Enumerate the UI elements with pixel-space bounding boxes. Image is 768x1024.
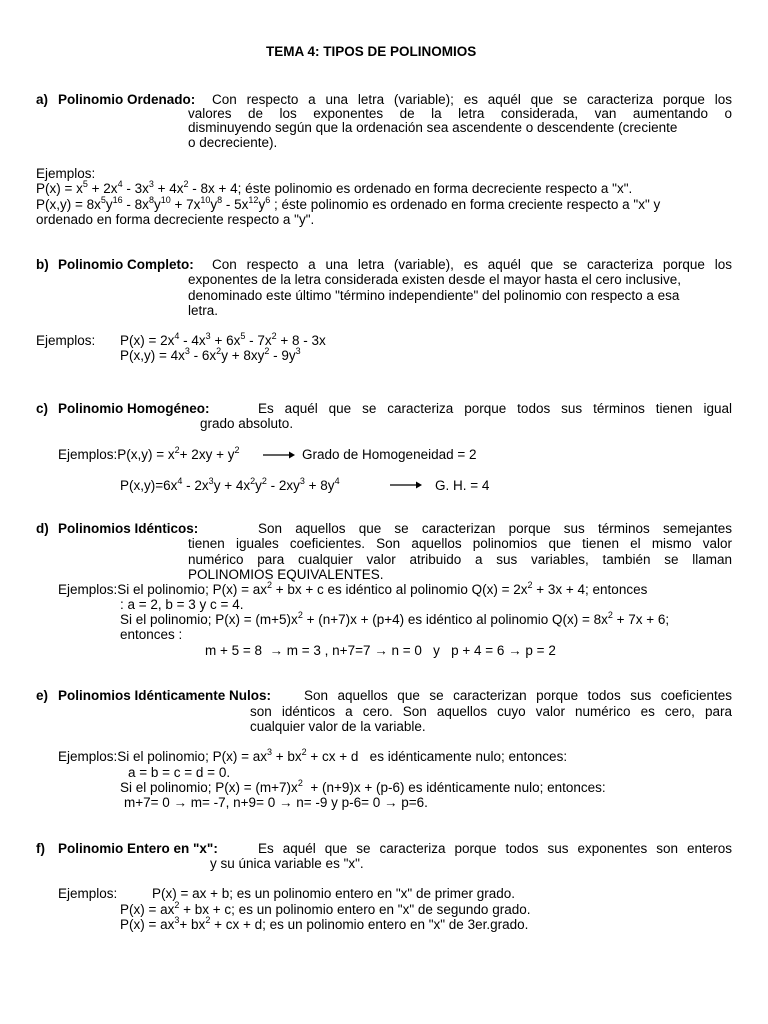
section-a-def-line: disminuyendo según que la ordenación sea ascendente o descendente (creciente: [188, 120, 678, 135]
section-d-def-line: numérico para cualquier valor atribuido a sus variables, también se llaman: [188, 552, 732, 567]
page-title: TEMA 4: TIPOS DE POLINOMIOS: [266, 44, 477, 59]
section-d-example: Si el polinomio; $P(x) = (m+5)x^2 + (n+7)x + (p+4)$ es idéntico al polinomio $Q(x) = 8x^2 + 7x + 6$;: [120, 609, 670, 627]
section-d-example: Ejemplos:Si el polinomio; $P(x) = ax^2$ + bx + c es idéntico al polinomio $Q(x) = 2x^2 + 3x + 4$; entonces: [58, 579, 648, 597]
section-e-example: Si el polinomio; $P(x) = (m+7)x^2 + (n+9)x + (p-6)$ es idénticamente nulo; entonces:: [120, 777, 606, 795]
section-f-example: $P(x) = ax^3+ bx^2$ + cx + d; es un polinomio entero en "x" de 3er.grado.: [120, 914, 529, 932]
section-f-def-line: Es aquél que se caracteriza porque todos sus exponentes son enteros: [258, 841, 732, 856]
section-b-heading: Polinomio Completo:: [58, 257, 194, 272]
section-b-def-line: Con respecto a una letra (variable), es aquél que se caracteriza porque los: [212, 257, 732, 272]
section-d-example: entonces :: [120, 627, 183, 642]
section-c-example: $P(x,y)=6x^4 - 2x^3y + 4x^2y^2 - 2xy^3 + 8y^4$: [120, 475, 340, 493]
section-d-example: m + 5 = 8 → m = 3 , n+7=7 → n = 0 y p + 4 = 6 → p = 2: [205, 643, 556, 658]
section-f-examples-label: Ejemplos:: [58, 886, 118, 901]
section-a-examples-label: Ejemplos:: [36, 166, 96, 181]
section-b-examples-label: Ejemplos:: [36, 333, 96, 348]
section-d-def-line: tienen iguales coeficientes. Son aquellos polinomios que tienen el mismo valor: [188, 536, 732, 551]
section-e-example: m+7= 0 → m= -7, n+9= 0 → n= -9 y p-6= 0 → p=6.: [124, 795, 428, 810]
section-b-def-line: letra.: [188, 303, 219, 318]
section-d-heading: Polinomios Idénticos:: [58, 521, 199, 536]
section-a-example: $P(x) = x^5 + 2x^4 - 3x^3 + 4x^2 - 8x + 4$; éste polinomio es ordenado en forma decreciente respecto a "x".: [36, 178, 633, 196]
section-c-example-result: G. H. = 4: [435, 478, 490, 493]
section-e-def-line: son idénticos a cero. Son aquellos cuyo valor numérico es cero, para: [250, 704, 732, 719]
section-f-def-line: y su única variable es "x".: [210, 856, 364, 871]
arrow-right-icon: [263, 450, 295, 460]
section-d-letter: d): [36, 521, 49, 536]
section-c-def-line: Es aquél que se caracteriza porque todos sus términos tienen igual: [258, 401, 732, 416]
section-b-def-line: exponentes de la letra considerada existen desde el mayor hasta el cero inclusive,: [188, 272, 682, 287]
section-b-def-line: denominado este último "término independiente" del polinomio con respecto a esa: [188, 288, 680, 303]
section-a-def-line: Con respecto a una letra (variable); es aquél que se caracteriza porque los: [212, 92, 732, 107]
section-e-heading: Polinomios Idénticamente Nulos:: [58, 688, 272, 703]
section-c-example-result: Grado de Homogeneidad = 2: [302, 447, 477, 462]
section-c-example: Ejemplos:P(x,y) = $x^2+ 2xy + y^2$: [58, 444, 240, 462]
section-c-heading: Polinomio Homogéneo:: [58, 401, 210, 416]
section-c-letter: c): [36, 401, 49, 416]
section-d-example: : a = 2, b = 3 y c = 4.: [120, 597, 244, 612]
section-f-example: P(x) = ax + b; es un polinomio entero en "x" de primer grado.: [152, 886, 516, 901]
section-b-letter: b): [36, 257, 49, 272]
section-f-example: $P(x) = ax^2$ + bx + c; es un polinomio entero en "x" de segundo grado.: [120, 899, 531, 917]
section-e-example: a = b = c = d = 0.: [128, 765, 231, 780]
section-a-def-line: valores de los exponentes de la letra considerada, van aumentando o: [188, 106, 732, 121]
section-e-def-line: cualquier valor de la variable.: [250, 719, 426, 734]
section-a-example: ordenado en forma decreciente respecto a "y".: [36, 212, 315, 227]
section-b-example: $P(x,y) = 4x^3 - 6x^2y + 8xy^2 - 9y^3$: [120, 345, 301, 363]
section-a-heading: Polinomio Ordenado:: [58, 92, 196, 107]
section-a-letter: a): [36, 92, 49, 107]
section-e-letter: e): [36, 688, 49, 703]
section-c-def-line: grado absoluto.: [200, 416, 294, 431]
section-d-def-line: POLINOMIOS EQUIVALENTES.: [188, 567, 384, 582]
section-e-example: Ejemplos:Si el polinomio; $P(x) = ax^3 + bx^2$ + cx + d es idénticamente nulo; entonces:: [58, 746, 568, 764]
section-e-def-line: Son aquellos que se caracterizan porque todos sus coeficientes: [304, 688, 732, 703]
section-d-def-line: Son aquellos que se caracterizan porque sus términos semejantes: [258, 521, 732, 536]
arrow-right-icon: [390, 480, 422, 490]
section-f-letter: f): [36, 841, 45, 856]
section-f-heading: Polinomio Entero en "x":: [58, 841, 218, 856]
section-b-example: $P(x) = 2x^4 - 4x^3 + 6x^5 - 7x^2 + 8 - 3x$: [120, 330, 326, 348]
section-a-example: $P(x,y) = 8x^5y^{16} - 8x^8y^{10} + 7x^{10}y^8 - 5x^{12}y^6$ ; éste polinomio es ordenado en forma creciente respecto a "x" y: [36, 194, 661, 212]
section-a-def-line: o decreciente).: [188, 135, 278, 150]
